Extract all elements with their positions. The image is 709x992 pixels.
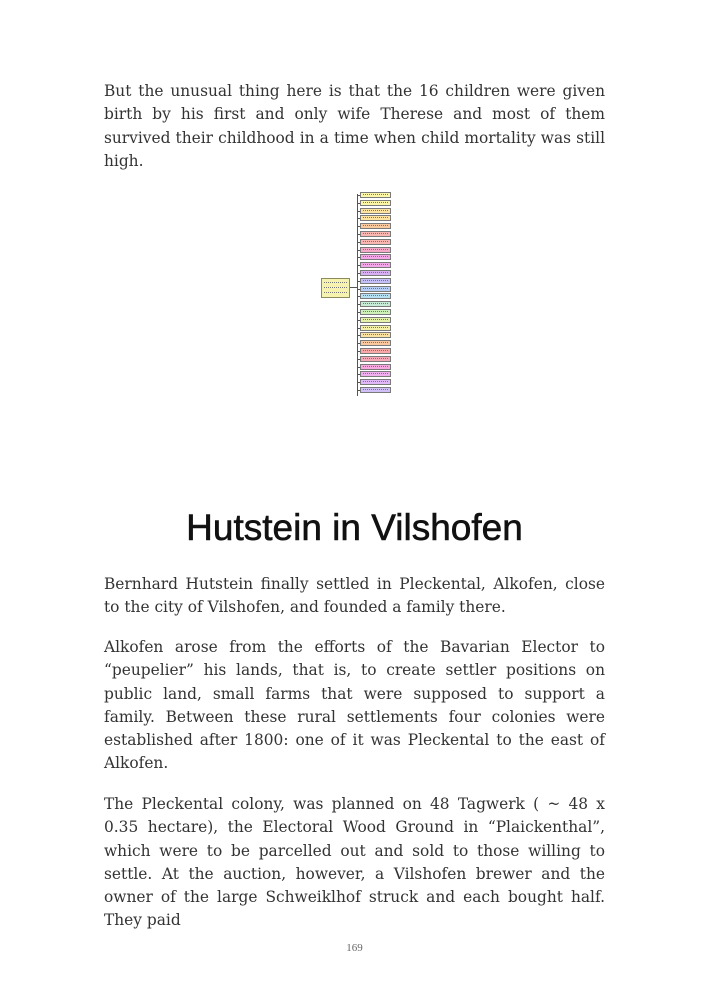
family-tree-child-box <box>360 356 391 362</box>
paragraph-pleckental: The Pleckental colony, was planned on 48 Tagwerk ( ~ 48 x 0.35 hectare), the Electoral Wood Ground in “Plaickenthal”, which were to be parcelled out and sold to those willing to settle. At the auction, however, a Vilshofen brewer and the owner of the large Schweiklhof struck and each bought half. They paid <box>104 795 605 930</box>
family-tree-child-box <box>360 301 391 307</box>
family-tree-child-box <box>360 340 391 346</box>
family-tree-root-box <box>321 278 350 298</box>
section-heading: Hutstein in Vilshofen <box>186 507 523 548</box>
family-tree-child-box <box>360 286 391 292</box>
paragraph-settlement: Bernhard Hutstein finally settled in Pleckental, Alkofen, close to the city of Vilshofen, and founded a family there. <box>104 575 605 617</box>
family-tree-tick <box>357 320 360 321</box>
family-tree-tick <box>357 281 360 282</box>
family-tree-tick <box>357 328 360 329</box>
family-tree-child-box <box>360 278 391 284</box>
family-tree-child-box <box>360 247 391 253</box>
paragraph-children: But the unusual thing here is that the 16 children were given birth by his first and only wife Therese and most of them survived their childhood in a time when child mortality was still high. <box>104 82 605 170</box>
family-tree-tick <box>357 343 360 344</box>
family-tree-tick <box>357 265 360 266</box>
family-tree-tick <box>357 335 360 336</box>
family-tree-child-box <box>360 371 391 377</box>
family-tree-tick <box>357 226 360 227</box>
paragraph-alkofen: Alkofen arose from the efforts of the Bavarian Elector to “peupelier” his lands, that is, to create settler positions on public land, small farms that were supposed to support a family. Between these rural settlements four colonies were established after 1800: one of it was Pleckental to the east of Alkofen. <box>104 638 605 773</box>
family-tree-child-box <box>360 309 391 315</box>
family-tree-tick <box>357 296 360 297</box>
family-tree-child-box <box>360 387 391 393</box>
family-tree-tick <box>357 203 360 204</box>
family-tree-child-box <box>360 254 391 260</box>
family-tree-child-box <box>360 364 391 370</box>
family-tree-tick <box>357 273 360 274</box>
family-tree-tick <box>357 250 360 251</box>
family-tree-figure <box>318 190 394 402</box>
family-tree-child-box <box>360 239 391 245</box>
family-tree-tick <box>357 382 360 383</box>
family-tree-tick <box>357 257 360 258</box>
family-tree-tick <box>357 304 360 305</box>
family-tree-child-box <box>360 215 391 221</box>
family-tree-child-box <box>360 332 391 338</box>
family-tree-child-box <box>360 379 391 385</box>
family-tree-tick <box>357 390 360 391</box>
family-tree-tick <box>357 289 360 290</box>
family-tree-child-box <box>360 200 391 206</box>
family-tree-child-box <box>360 317 391 323</box>
family-tree-tick <box>357 359 360 360</box>
family-tree-tick <box>357 218 360 219</box>
family-tree-tick <box>357 242 360 243</box>
family-tree-child-box <box>360 270 391 276</box>
family-tree-tick <box>357 374 360 375</box>
page-number: 169 <box>346 942 363 954</box>
family-tree-child-box <box>360 325 391 331</box>
family-tree-child-box <box>360 231 391 237</box>
family-tree-tick <box>357 234 360 235</box>
family-tree-child-box <box>360 348 391 354</box>
family-tree-child-box <box>360 262 391 268</box>
family-tree-tick <box>357 211 360 212</box>
family-tree-child-box <box>360 208 391 214</box>
family-tree-tick <box>357 351 360 352</box>
family-tree-connector <box>350 287 357 288</box>
family-tree-tick <box>357 195 360 196</box>
family-tree-tick <box>357 367 360 368</box>
family-tree-tick <box>357 312 360 313</box>
family-tree-child-box <box>360 192 391 198</box>
family-tree-child-box <box>360 293 391 299</box>
family-tree-child-box <box>360 223 391 229</box>
